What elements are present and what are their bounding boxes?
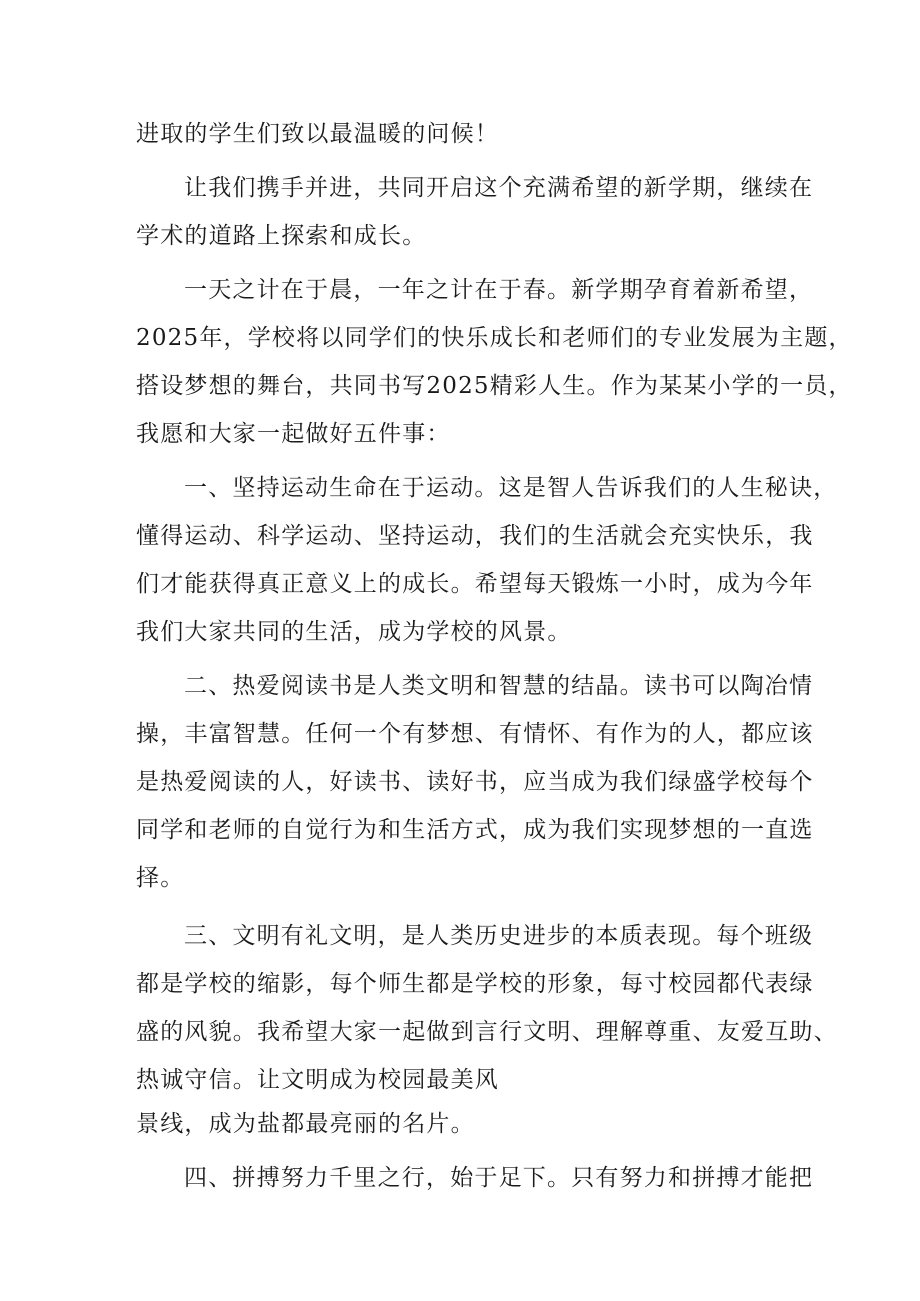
text-line: 学术的道路上探索和成长。 bbox=[136, 223, 427, 249]
text-line: 操，丰富智慧。任何一个有梦想、有情怀、有作为的人，都应该 bbox=[136, 721, 814, 747]
text-line: 进取的学生们致以最温暖的问候！ bbox=[136, 121, 499, 147]
text-line: 都是学校的缩影，每个师生都是学校的形象，每寸校园都代表绿 bbox=[136, 971, 814, 997]
text-line: 同学和老师的自觉行为和生活方式，成为我们实现梦想的一直选 bbox=[136, 817, 814, 843]
text-line: 懂得运动、科学运动、坚持运动，我们的生活就会充实快乐，我 bbox=[136, 523, 814, 549]
paragraph-first-line: 让我们携手并进，共同开启这个充满希望的新学期，继续在 bbox=[184, 175, 814, 201]
text-line: 2025年，学校将以同学们的快乐成长和老师们的专业发展为主题， bbox=[136, 325, 853, 351]
text-line: 择。 bbox=[136, 865, 185, 891]
text-line: 们才能获得真正意义上的成长。希望每天锻炼一小时，成为今年 bbox=[136, 571, 814, 597]
paragraph-first-line: 三、文明有礼文明，是人类历史进步的本质表现。每个班级 bbox=[184, 923, 814, 949]
text-line: 我们大家共同的生活，成为学校的风景。 bbox=[136, 619, 572, 645]
text-line: 我愿和大家一起做好五件事： bbox=[136, 421, 451, 447]
text-line: 热诚守信。让文明成为校园最美风 bbox=[136, 1067, 499, 1093]
paragraph-first-line: 一、坚持运动生命在于运动。这是智人告诉我们的人生秘诀， bbox=[184, 475, 838, 501]
text-line: 景线，成为盐都最亮丽的名片。 bbox=[136, 1111, 475, 1137]
paragraph-first-line: 四、拼搏努力千里之行，始于足下。只有努力和拼搏才能把 bbox=[184, 1165, 814, 1191]
text-line: 盛的风貌。我希望大家一起做到言行文明、理解尊重、友爱互助、 bbox=[136, 1019, 838, 1045]
text-line: 搭设梦想的舞台，共同书写2025精彩人生。作为某某小学的一员， bbox=[136, 373, 853, 399]
text-line: 是热爱阅读的人，好读书、读好书，应当成为我们绿盛学校每个 bbox=[136, 769, 814, 795]
document-body bbox=[136, 110, 853, 1202]
paragraph-first-line: 一天之计在于晨，一年之计在于春。新学期孕育着新希望， bbox=[184, 277, 814, 303]
paragraph-first-line: 二、热爱阅读书是人类文明和智慧的结晶。读书可以陶冶情 bbox=[184, 673, 814, 699]
